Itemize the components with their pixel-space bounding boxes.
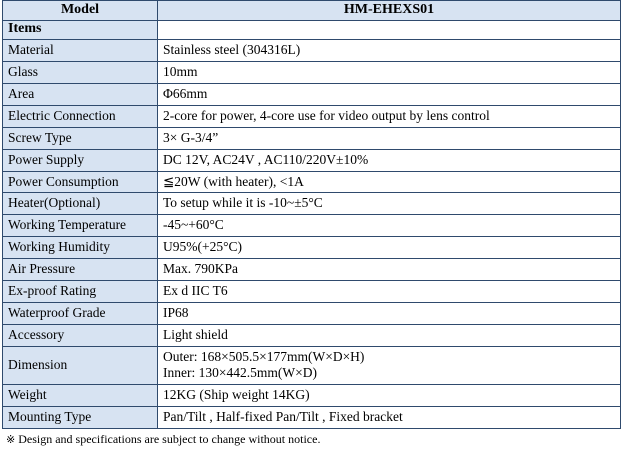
row-label-screw-type: Screw Type — [3, 127, 158, 149]
note-mark-icon: ※ — [6, 432, 16, 446]
table-items-row — [3, 21, 621, 40]
row-label-power-consumption: Power Consumption — [3, 171, 158, 193]
row-value-area: Φ66mm — [158, 83, 621, 105]
row-label-working-temperature: Working Temperature — [3, 215, 158, 237]
row-value-weight: 12KG (Ship weight 14KG) — [158, 384, 621, 406]
row-label-material: Material — [3, 40, 158, 62]
table-row — [3, 259, 621, 281]
row-value-accessory: Light shield — [158, 324, 621, 346]
table-row — [3, 384, 621, 406]
row-value-air-pressure: Max. 790KPa — [158, 259, 621, 281]
row-value-working-temperature: -45~+60°C — [158, 215, 621, 237]
table-row — [3, 61, 621, 83]
footnote — [0, 429, 626, 447]
table-row — [3, 281, 621, 303]
row-value-mounting-type: Pan/Tilt , Half-fixed Pan/Tilt , Fixed bracket — [158, 406, 621, 428]
table-row — [3, 105, 621, 127]
dimension-outer: Outer: 168×505.5×177mm(W×D×H) — [163, 348, 365, 364]
dimension-inner: Inner: 130×442.5mm(W×D) — [163, 364, 317, 380]
row-label-dimension: Dimension — [3, 346, 158, 384]
row-value-glass: 10mm — [158, 61, 621, 83]
table-row — [3, 149, 621, 171]
row-label-electric-connection: Electric Connection — [3, 105, 158, 127]
row-label-working-humidity: Working Humidity — [3, 237, 158, 259]
row-label-heater: Heater(Optional) — [3, 193, 158, 215]
row-label-mounting-type: Mounting Type — [3, 406, 158, 428]
header-items-label: Items — [3, 21, 158, 40]
header-model-value: HM-EHEXS01 — [158, 1, 621, 21]
row-value-ex-proof-rating: Ex d IIC T6 — [158, 281, 621, 303]
row-label-air-pressure: Air Pressure — [3, 259, 158, 281]
row-label-ex-proof-rating: Ex-proof Rating — [3, 281, 158, 303]
table-row — [3, 193, 621, 215]
row-value-electric-connection: 2-core for power, 4-core use for video output by lens control — [158, 105, 621, 127]
row-value-working-humidity: U95%(+25°C) — [158, 237, 621, 259]
row-value-power-supply: DC 12V, AC24V , AC110/220V±10% — [158, 149, 621, 171]
table-row — [3, 237, 621, 259]
table-row — [3, 127, 621, 149]
row-label-glass: Glass — [3, 61, 158, 83]
table-row — [3, 406, 621, 428]
table-row — [3, 324, 621, 346]
table-row — [3, 303, 621, 325]
row-value-screw-type: 3× G-3/4” — [158, 127, 621, 149]
row-value-heater: To setup while it is -10~±5°C — [158, 193, 621, 215]
table-row — [3, 83, 621, 105]
row-label-weight: Weight — [3, 384, 158, 406]
row-label-power-supply: Power Supply — [3, 149, 158, 171]
row-label-area: Area — [3, 83, 158, 105]
table-row — [3, 215, 621, 237]
table-row — [3, 40, 621, 62]
table-header-row — [3, 1, 621, 21]
row-label-accessory: Accessory — [3, 324, 158, 346]
header-model-label: Model — [3, 1, 158, 21]
note-text: Design and specifications are subject to change without notice. — [18, 431, 321, 446]
table-row — [3, 171, 621, 193]
header-items-blank — [158, 21, 621, 40]
specification-table — [2, 0, 621, 429]
row-value-power-consumption: ≦20W (with heater), <1A — [158, 171, 621, 193]
row-value-waterproof-grade: IP68 — [158, 303, 621, 325]
row-value-dimension — [158, 346, 621, 384]
row-label-waterproof-grade: Waterproof Grade — [3, 303, 158, 325]
row-value-material: Stainless steel (304316L) — [158, 40, 621, 62]
table-row — [3, 346, 621, 384]
